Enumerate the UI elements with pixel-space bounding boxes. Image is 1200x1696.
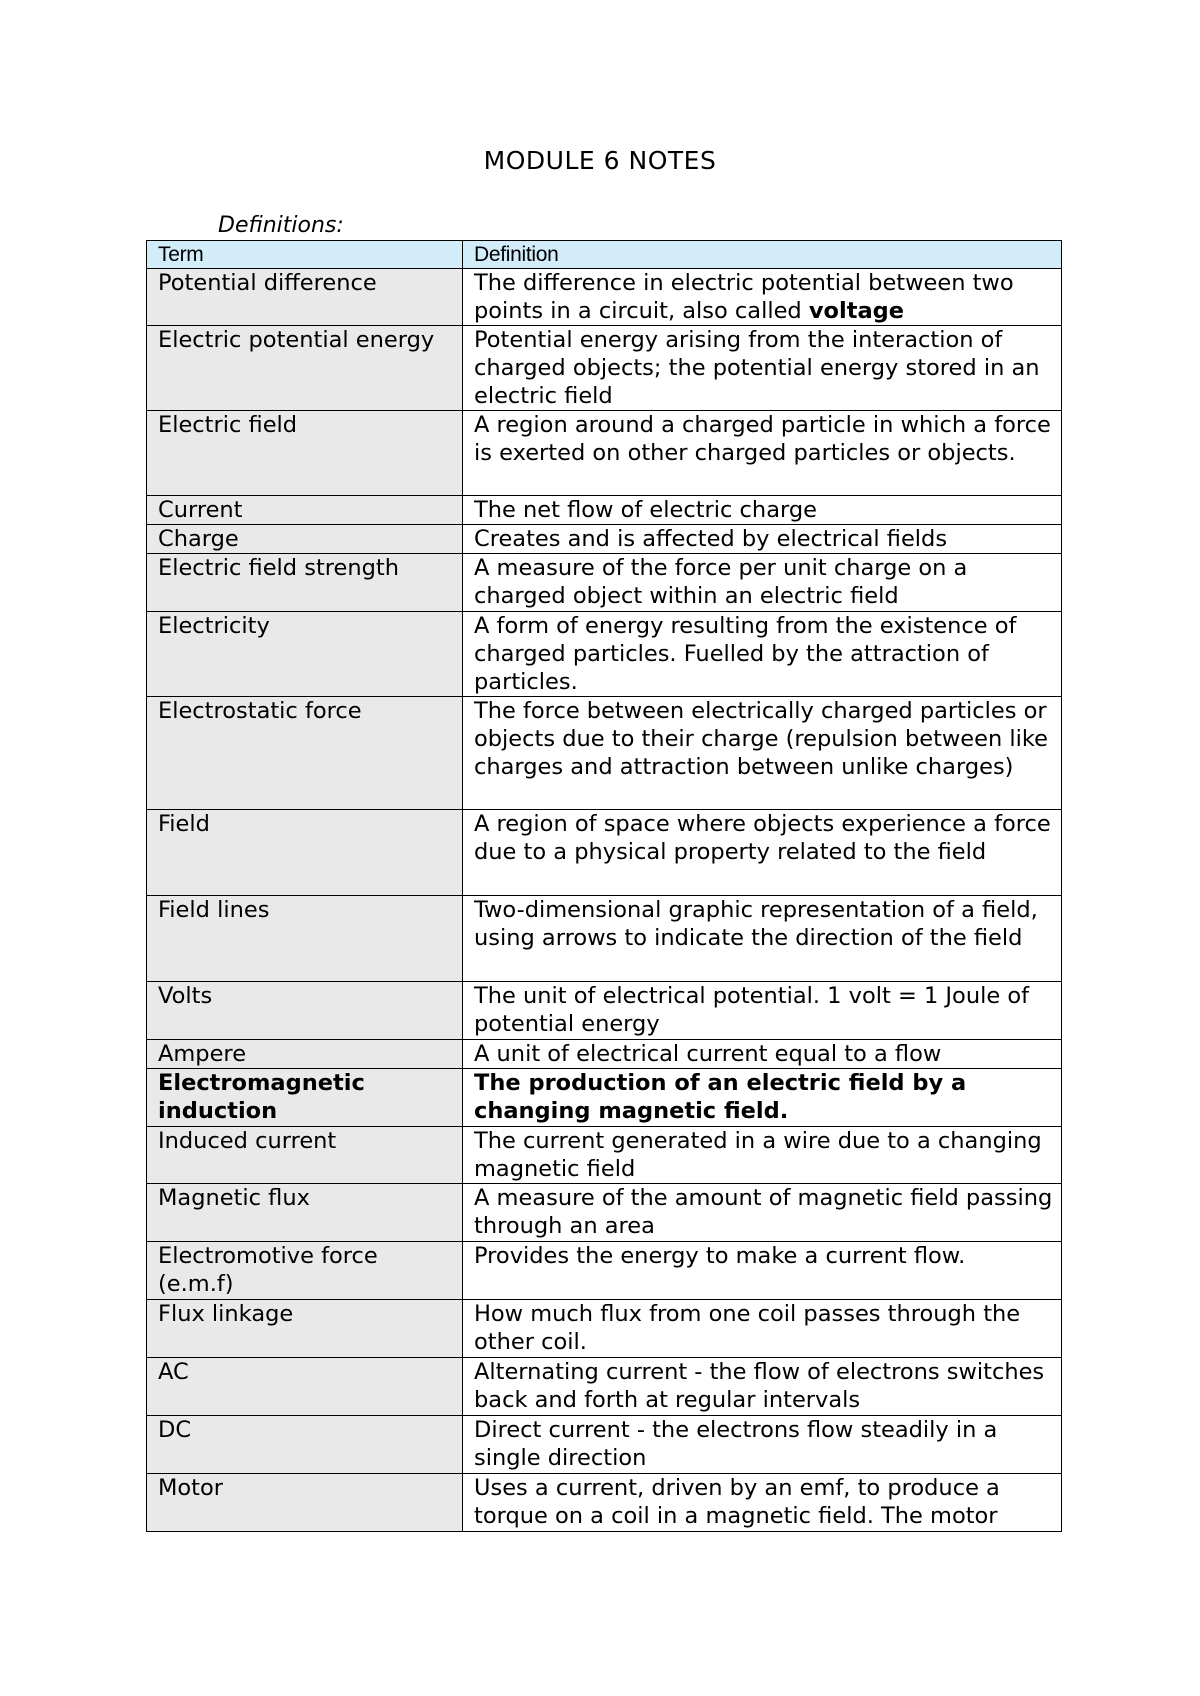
- definition-cell: A unit of electrical current equal to a flow: [463, 1040, 1062, 1069]
- table-row: [147, 896, 1062, 982]
- definition-cell: Uses a current, driven by an emf, to produce a torque on a coil in a magnetic field. The motor: [463, 1474, 1062, 1532]
- table-header-row: [147, 241, 1062, 269]
- definitions-table: [146, 240, 1062, 1532]
- term-cell: Field lines: [147, 896, 463, 982]
- term-cell: DC: [147, 1416, 463, 1474]
- table-row: [147, 269, 1062, 326]
- definition-cell: Creates and is affected by electrical fields: [463, 525, 1062, 554]
- term-cell: Potential difference: [147, 269, 463, 326]
- definition-cell: A form of energy resulting from the existence of charged particles. Fuelled by the attraction of particles.: [463, 612, 1062, 697]
- table-row: [147, 1184, 1062, 1242]
- term-cell: Electric field strength: [147, 554, 463, 612]
- table-row: [147, 612, 1062, 697]
- table-row: [147, 554, 1062, 612]
- definition-cell: Provides the energy to make a current flow.: [463, 1242, 1062, 1300]
- table-row: [147, 982, 1062, 1040]
- term-cell: AC: [147, 1358, 463, 1416]
- term-cell: Electricity: [147, 612, 463, 697]
- definition-cell: Two-dimensional graphic representation of a field, using arrows to indicate the direction of the field: [463, 896, 1062, 982]
- table-row: [147, 1474, 1062, 1532]
- table-row: [147, 1242, 1062, 1300]
- term-cell: Ampere: [147, 1040, 463, 1069]
- table-row: [147, 496, 1062, 525]
- term-cell: Charge: [147, 525, 463, 554]
- table-row: [147, 1300, 1062, 1358]
- section-label: Definitions:: [218, 213, 344, 238]
- definition-cell: The current generated in a wire due to a changing magnetic field: [463, 1127, 1062, 1184]
- definition-text: The difference in electric potential between two points in a circuit, also called: [474, 270, 1014, 324]
- table-row: [147, 1069, 1062, 1127]
- term-cell: Electric potential energy: [147, 326, 463, 411]
- term-cell: Field: [147, 810, 463, 896]
- definition-emphasis: voltage: [808, 298, 905, 324]
- term-cell: Current: [147, 496, 463, 525]
- page-title: MODULE 6 NOTES: [483, 146, 717, 175]
- term-cell: Induced current: [147, 1127, 463, 1184]
- term-cell: Flux linkage: [147, 1300, 463, 1358]
- definition-cell: A region around a charged particle in which a force is exerted on other charged particles or objects.: [463, 411, 1062, 496]
- table-row: [147, 1416, 1062, 1474]
- table-row: [147, 810, 1062, 896]
- table-row: [147, 326, 1062, 411]
- column-header-definition: Definition: [463, 241, 1062, 269]
- term-cell: Volts: [147, 982, 463, 1040]
- definition-cell: The net flow of electric charge: [463, 496, 1062, 525]
- term-cell: Magnetic flux: [147, 1184, 463, 1242]
- definition-cell: A region of space where objects experience a force due to a physical property related to the field: [463, 810, 1062, 896]
- definition-cell: A measure of the force per unit charge on a charged object within an electric field: [463, 554, 1062, 612]
- table-row: [147, 1040, 1062, 1069]
- definition-cell: The force between electrically charged particles or objects due to their charge (repulsion between like charges and attraction between unlike charges): [463, 697, 1062, 810]
- definition-cell: Direct current - the electrons flow steadily in a single direction: [463, 1416, 1062, 1474]
- definition-cell: The unit of electrical potential. 1 volt = 1 Joule of potential energy: [463, 982, 1062, 1040]
- definition-cell: How much flux from one coil passes through the other coil.: [463, 1300, 1062, 1358]
- definition-cell: The production of an electric field by a changing magnetic field.: [463, 1069, 1062, 1127]
- definition-cell: A measure of the amount of magnetic field passing through an area: [463, 1184, 1062, 1242]
- definition-cell: Alternating current - the flow of electrons switches back and forth at regular intervals: [463, 1358, 1062, 1416]
- term-cell: Electromotive force (e.m.f): [147, 1242, 463, 1300]
- definition-cell: [463, 269, 1062, 326]
- table-row: [147, 697, 1062, 810]
- term-cell: Electromagnetic induction: [147, 1069, 463, 1127]
- term-cell: Electrostatic force: [147, 697, 463, 810]
- column-header-term: Term: [147, 241, 463, 269]
- definition-cell: Potential energy arising from the interaction of charged objects; the potential energy stored in an electric field: [463, 326, 1062, 411]
- term-cell: Electric field: [147, 411, 463, 496]
- term-cell: Motor: [147, 1474, 463, 1532]
- table-row: [147, 1358, 1062, 1416]
- table-row: [147, 1127, 1062, 1184]
- table-row: [147, 411, 1062, 496]
- table-row: [147, 525, 1062, 554]
